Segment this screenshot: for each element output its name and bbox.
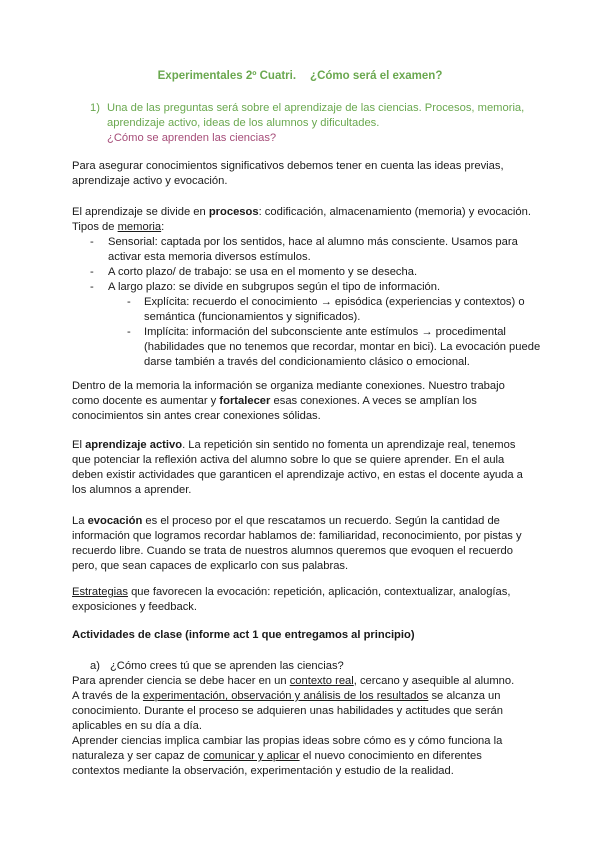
intro-paragraph: Para asegurar conocimientos significativos debemos tener en cuenta las ideas previas, aprendizaje activo y evocación. [72,160,504,187]
procesos-line: El aprendizaje se divide en procesos: codificación, almacenamiento (memoria) y evocación. [72,206,531,218]
title-question: ¿Cómo será el examen? [310,70,443,82]
largo-plazo-list [72,295,542,370]
procesos-section [72,205,542,370]
item-a-question: ¿Cómo crees tú que se aprenden las ciencias? [109,660,344,672]
answer-line-3: Aprender ciencias implica cambiar las propias ideas sobre cómo es y cómo funciona la naturaleza y ser capaz de comunicar y aplicar el nuevo conocimiento en diferentes contextos mediante la observación, experimentación y estudio de la realidad. [72,735,503,777]
actividades-heading: Actividades de clase (informe act 1 que entregamos al principio) [72,629,415,641]
title-course: Experimentales 2º Cuatri. [157,70,297,82]
list-item: - A largo plazo: se divide en subgrupos según el tipo de información. - Explícita: recuerdo el conocimiento → episódica (experiencias y contextos) o semántica (funcionamientos y significados). - Implícita: información del subconsciente ante estímulos → procedimental (habilidades que no tenemos que recordar, montar en bici). La evocación puede darse también a través del condicionamiento clásico o emocional. [72,280,542,370]
list-item: - Sensorial: captada por los sentidos, hace al alumno más consciente. Usamos para activar esta memoria diversos estímulos. [72,235,542,265]
conexiones-paragraph: Dentro de la memoria la información se organiza mediante conexiones. Nuestro trabajo como docente es aumentar y fortalecer esas conexiones. A veces se amplían los conocimientos sin antes crear conexiones sólidas. [72,380,505,422]
answer-section [72,674,532,779]
memoria-list [72,235,542,370]
item-1-number: 1) [90,102,100,114]
item-a-letter: a) [90,660,100,672]
aprendizaje-activo-paragraph: El aprendizaje activo. La repetición sin sentido no fomenta un aprendizaje real, tenemos que potenciar la reflexión activa del alumno sobre lo que se quiere aprender. En el aula deben existir actividades que garanticen el aprendizaje activo, en estas el docente ayuda a los alumnos a aprender. [72,439,523,496]
tipos-memoria-line: Tipos de memoria: [72,221,165,233]
list-item: - A corto plazo/ de trabajo: se usa en el momento y se desecha. [72,265,542,280]
answer-line-2: A través de la experimentación, observación y análisis de los resultados se alcanza un conocimiento. Durante el proceso se adquieren unas habilidades y actitudes que serán aplicables en su día a día. [72,690,503,732]
item-1 [107,101,537,146]
evocacion-paragraph: La evocación es el proceso por el que rescatamos un recuerdo. Según la cantidad de información que logramos recordar hablamos de: familiaridad, reconocimiento, por pistas y recuerdo libre. Cuando se trata de nuestros alumnos queremos que evoquen el recuerdo pero, que sean capaces de explicarlo con sus palabras. [72,515,522,572]
item-a [90,659,344,674]
page-title [0,69,600,84]
item-1-text: Una de las preguntas será sobre el aprendizaje de las ciencias. Procesos, memoria, aprendizaje activo, ideas de los alumnos y dificultades. [107,102,525,129]
answer-line-1: Para aprender ciencia se debe hacer en un contexto real, cercano y asequible al alumno. [72,675,515,687]
list-item: - Explícita: recuerdo el conocimiento → episódica (experiencias y contextos) o semántica (funcionamientos y significados). [72,295,542,325]
list-item: - Implícita: información del subconsciente ante estímulos → procedimental (habilidades que no tenemos que recordar, montar en bici). La evocación puede darse también a través del condicionamiento clásico o emocional. [72,325,542,370]
estrategias-paragraph: Estrategias que favorecen la evocación: repetición, aplicación, contextualizar, analogías, exposiciones y feedback. [72,586,511,613]
item-1-question: ¿Cómo se aprenden las ciencias? [107,132,277,144]
